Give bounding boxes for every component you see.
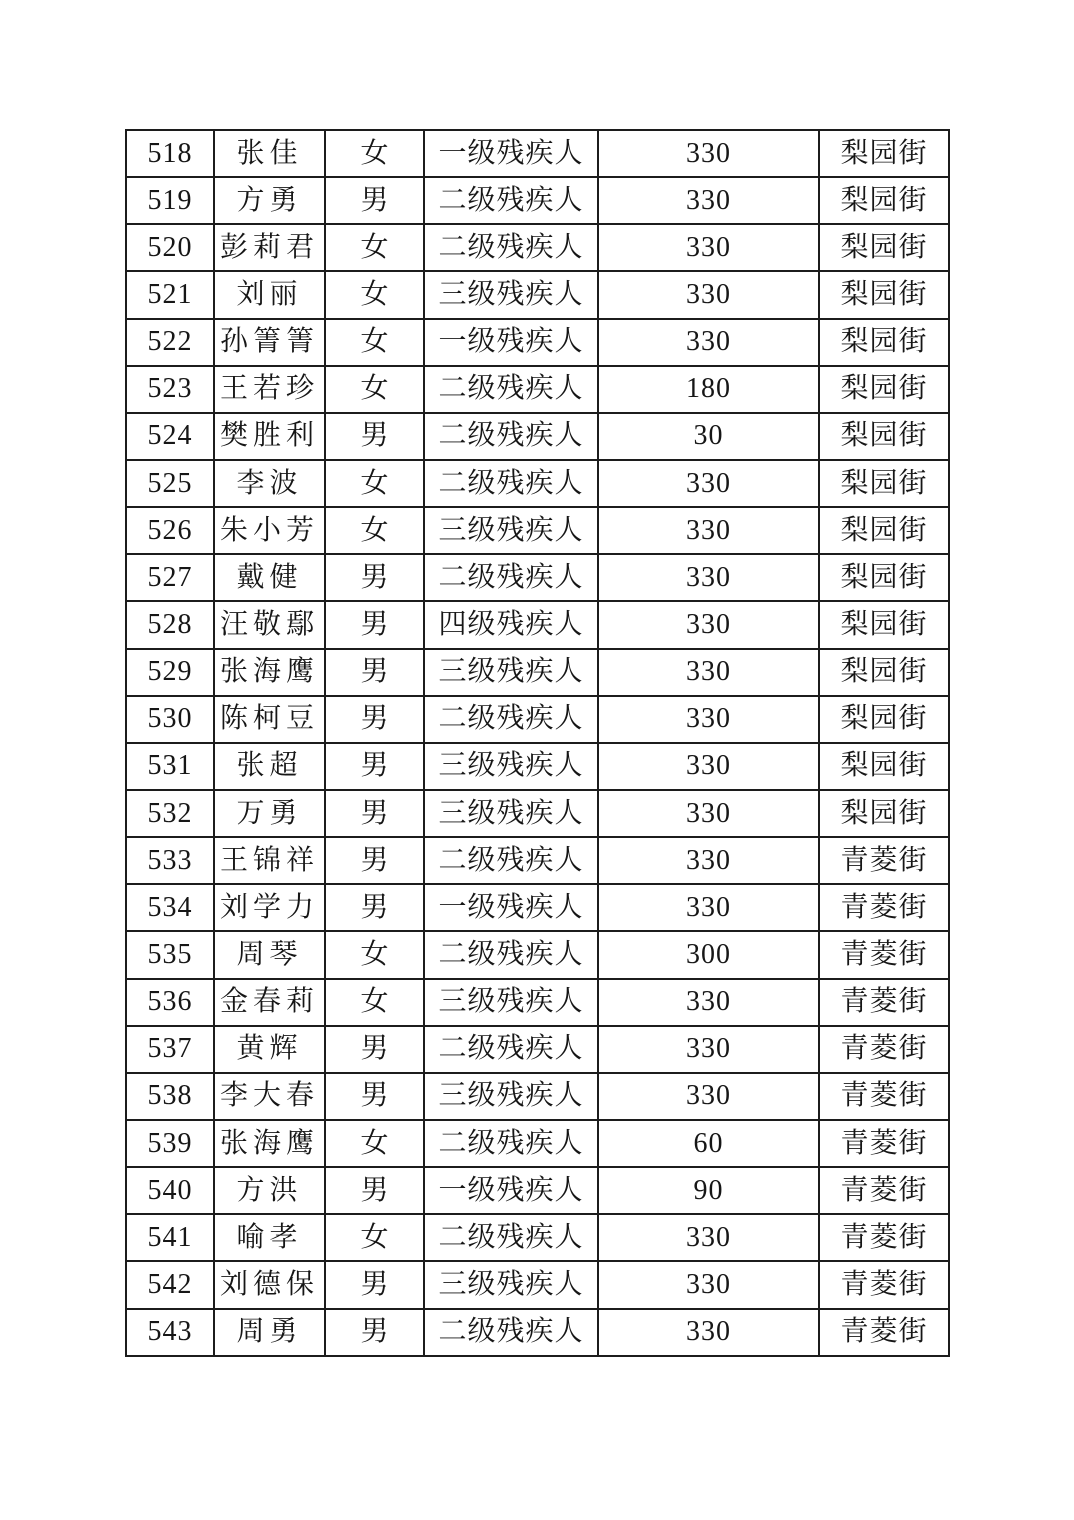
cell-gender: 男 (325, 1073, 424, 1120)
cell-serial-number: 519 (126, 177, 214, 224)
cell-amount: 330 (598, 649, 819, 696)
cell-street: 梨园街 (819, 743, 949, 790)
cell-person-name: 张超 (214, 743, 325, 790)
cell-person-name: 彭莉君 (214, 224, 325, 271)
cell-disability-level: 二级残疾人 (424, 1026, 598, 1073)
cell-person-name: 万勇 (214, 790, 325, 837)
table-row (126, 130, 949, 177)
cell-disability-level: 二级残疾人 (424, 224, 598, 271)
cell-amount: 330 (598, 837, 819, 884)
cell-serial-number: 530 (126, 696, 214, 743)
cell-serial-number: 542 (126, 1261, 214, 1308)
cell-amount: 330 (598, 1214, 819, 1261)
cell-amount: 180 (598, 366, 819, 413)
table-row (126, 1214, 949, 1261)
cell-amount: 60 (598, 1120, 819, 1167)
cell-amount: 330 (598, 507, 819, 554)
cell-person-name: 刘丽 (214, 271, 325, 318)
cell-amount: 330 (598, 554, 819, 601)
cell-person-name: 张海鹰 (214, 1120, 325, 1167)
table-row (126, 177, 949, 224)
cell-street: 梨园街 (819, 696, 949, 743)
table-row (126, 1026, 949, 1073)
table-row (126, 884, 949, 931)
cell-disability-level: 三级残疾人 (424, 507, 598, 554)
cell-amount: 330 (598, 271, 819, 318)
cell-street: 青菱街 (819, 1073, 949, 1120)
cell-person-name: 王锦祥 (214, 837, 325, 884)
cell-amount: 330 (598, 130, 819, 177)
table-row (126, 601, 949, 648)
cell-serial-number: 541 (126, 1214, 214, 1261)
cell-serial-number: 532 (126, 790, 214, 837)
table-row (126, 1261, 949, 1308)
table-row (126, 554, 949, 601)
cell-person-name: 张佳 (214, 130, 325, 177)
cell-disability-level: 三级残疾人 (424, 271, 598, 318)
cell-street: 梨园街 (819, 413, 949, 460)
cell-person-name: 周勇 (214, 1309, 325, 1356)
cell-person-name: 樊胜利 (214, 413, 325, 460)
cell-disability-level: 三级残疾人 (424, 743, 598, 790)
cell-street: 梨园街 (819, 177, 949, 224)
cell-amount: 330 (598, 319, 819, 366)
cell-disability-level: 三级残疾人 (424, 790, 598, 837)
cell-street: 梨园街 (819, 554, 949, 601)
cell-amount: 330 (598, 743, 819, 790)
cell-gender: 男 (325, 1309, 424, 1356)
cell-amount: 330 (598, 790, 819, 837)
cell-amount: 330 (598, 696, 819, 743)
table-row (126, 1120, 949, 1167)
cell-serial-number: 543 (126, 1309, 214, 1356)
cell-street: 梨园街 (819, 366, 949, 413)
cell-disability-level: 二级残疾人 (424, 1120, 598, 1167)
cell-disability-level: 三级残疾人 (424, 979, 598, 1026)
cell-gender: 女 (325, 130, 424, 177)
cell-disability-level: 二级残疾人 (424, 177, 598, 224)
cell-serial-number: 536 (126, 979, 214, 1026)
cell-amount: 30 (598, 413, 819, 460)
cell-disability-level: 二级残疾人 (424, 837, 598, 884)
cell-disability-level: 二级残疾人 (424, 931, 598, 978)
cell-person-name: 戴健 (214, 554, 325, 601)
cell-disability-level: 一级残疾人 (424, 1167, 598, 1214)
cell-amount: 330 (598, 1073, 819, 1120)
table-row (126, 319, 949, 366)
cell-amount: 330 (598, 979, 819, 1026)
cell-gender: 女 (325, 931, 424, 978)
cell-gender: 男 (325, 1167, 424, 1214)
cell-disability-level: 三级残疾人 (424, 1261, 598, 1308)
cell-serial-number: 540 (126, 1167, 214, 1214)
cell-gender: 女 (325, 1214, 424, 1261)
cell-disability-level: 一级残疾人 (424, 130, 598, 177)
beneficiary-table (125, 129, 950, 1357)
table-row (126, 366, 949, 413)
cell-person-name: 陈柯豆 (214, 696, 325, 743)
cell-gender: 女 (325, 979, 424, 1026)
cell-serial-number: 527 (126, 554, 214, 601)
cell-gender: 男 (325, 696, 424, 743)
cell-gender: 男 (325, 1026, 424, 1073)
cell-person-name: 刘德保 (214, 1261, 325, 1308)
cell-street: 青菱街 (819, 931, 949, 978)
cell-amount: 300 (598, 931, 819, 978)
cell-person-name: 朱小芳 (214, 507, 325, 554)
cell-serial-number: 518 (126, 130, 214, 177)
cell-disability-level: 二级残疾人 (424, 1214, 598, 1261)
cell-serial-number: 529 (126, 649, 214, 696)
cell-person-name: 李大春 (214, 1073, 325, 1120)
cell-street: 梨园街 (819, 319, 949, 366)
cell-disability-level: 二级残疾人 (424, 366, 598, 413)
cell-gender: 男 (325, 413, 424, 460)
cell-amount: 330 (598, 1026, 819, 1073)
cell-amount: 330 (598, 1261, 819, 1308)
cell-person-name: 喻孝 (214, 1214, 325, 1261)
cell-person-name: 方勇 (214, 177, 325, 224)
cell-serial-number: 522 (126, 319, 214, 366)
table-row (126, 790, 949, 837)
cell-person-name: 方洪 (214, 1167, 325, 1214)
cell-street: 梨园街 (819, 224, 949, 271)
table-row (126, 460, 949, 507)
table-row (126, 1309, 949, 1356)
cell-street: 梨园街 (819, 507, 949, 554)
cell-serial-number: 535 (126, 931, 214, 978)
cell-person-name: 李波 (214, 460, 325, 507)
cell-serial-number: 524 (126, 413, 214, 460)
cell-gender: 男 (325, 601, 424, 648)
table-row (126, 1073, 949, 1120)
cell-person-name: 王若珍 (214, 366, 325, 413)
cell-gender: 男 (325, 177, 424, 224)
cell-serial-number: 528 (126, 601, 214, 648)
table-row (126, 743, 949, 790)
cell-gender: 男 (325, 649, 424, 696)
cell-gender: 男 (325, 554, 424, 601)
table-row (126, 224, 949, 271)
cell-disability-level: 二级残疾人 (424, 554, 598, 601)
cell-gender: 女 (325, 224, 424, 271)
cell-disability-level: 二级残疾人 (424, 696, 598, 743)
cell-person-name: 汪敬鄢 (214, 601, 325, 648)
cell-serial-number: 525 (126, 460, 214, 507)
cell-gender: 女 (325, 460, 424, 507)
cell-street: 青菱街 (819, 837, 949, 884)
cell-disability-level: 二级残疾人 (424, 413, 598, 460)
cell-gender: 女 (325, 366, 424, 413)
cell-serial-number: 526 (126, 507, 214, 554)
table-row (126, 837, 949, 884)
cell-street: 梨园街 (819, 460, 949, 507)
cell-gender: 女 (325, 507, 424, 554)
cell-street: 青菱街 (819, 884, 949, 931)
table-row (126, 979, 949, 1026)
cell-serial-number: 521 (126, 271, 214, 318)
cell-disability-level: 二级残疾人 (424, 1309, 598, 1356)
cell-street: 青菱街 (819, 1167, 949, 1214)
cell-street: 梨园街 (819, 649, 949, 696)
cell-person-name: 张海鹰 (214, 649, 325, 696)
cell-street: 青菱街 (819, 1261, 949, 1308)
cell-person-name: 孙箐箐 (214, 319, 325, 366)
cell-person-name: 刘学力 (214, 884, 325, 931)
cell-street: 青菱街 (819, 1120, 949, 1167)
cell-gender: 男 (325, 790, 424, 837)
cell-person-name: 黄辉 (214, 1026, 325, 1073)
cell-disability-level: 四级残疾人 (424, 601, 598, 648)
cell-amount: 330 (598, 460, 819, 507)
table-body (126, 130, 949, 1356)
cell-serial-number: 533 (126, 837, 214, 884)
cell-serial-number: 538 (126, 1073, 214, 1120)
table-row (126, 696, 949, 743)
cell-street: 青菱街 (819, 1026, 949, 1073)
cell-serial-number: 531 (126, 743, 214, 790)
cell-amount: 90 (598, 1167, 819, 1214)
cell-amount: 330 (598, 177, 819, 224)
cell-street: 梨园街 (819, 601, 949, 648)
cell-amount: 330 (598, 1309, 819, 1356)
cell-amount: 330 (598, 601, 819, 648)
cell-disability-level: 三级残疾人 (424, 649, 598, 696)
cell-street: 梨园街 (819, 130, 949, 177)
table-row (126, 413, 949, 460)
cell-gender: 男 (325, 1261, 424, 1308)
cell-serial-number: 520 (126, 224, 214, 271)
cell-gender: 女 (325, 271, 424, 318)
cell-serial-number: 523 (126, 366, 214, 413)
cell-disability-level: 一级残疾人 (424, 319, 598, 366)
table-row (126, 931, 949, 978)
cell-gender: 男 (325, 884, 424, 931)
cell-person-name: 金春莉 (214, 979, 325, 1026)
table-row (126, 649, 949, 696)
cell-serial-number: 539 (126, 1120, 214, 1167)
cell-person-name: 周琴 (214, 931, 325, 978)
cell-gender: 男 (325, 837, 424, 884)
cell-street: 梨园街 (819, 790, 949, 837)
cell-disability-level: 一级残疾人 (424, 884, 598, 931)
cell-disability-level: 二级残疾人 (424, 460, 598, 507)
table-row (126, 1167, 949, 1214)
cell-street: 青菱街 (819, 1309, 949, 1356)
cell-serial-number: 534 (126, 884, 214, 931)
cell-street: 青菱街 (819, 1214, 949, 1261)
table-row (126, 271, 949, 318)
cell-disability-level: 三级残疾人 (424, 1073, 598, 1120)
cell-gender: 女 (325, 319, 424, 366)
table-row (126, 507, 949, 554)
cell-amount: 330 (598, 884, 819, 931)
cell-amount: 330 (598, 224, 819, 271)
cell-street: 梨园街 (819, 271, 949, 318)
cell-serial-number: 537 (126, 1026, 214, 1073)
cell-street: 青菱街 (819, 979, 949, 1026)
cell-gender: 女 (325, 1120, 424, 1167)
cell-gender: 男 (325, 743, 424, 790)
